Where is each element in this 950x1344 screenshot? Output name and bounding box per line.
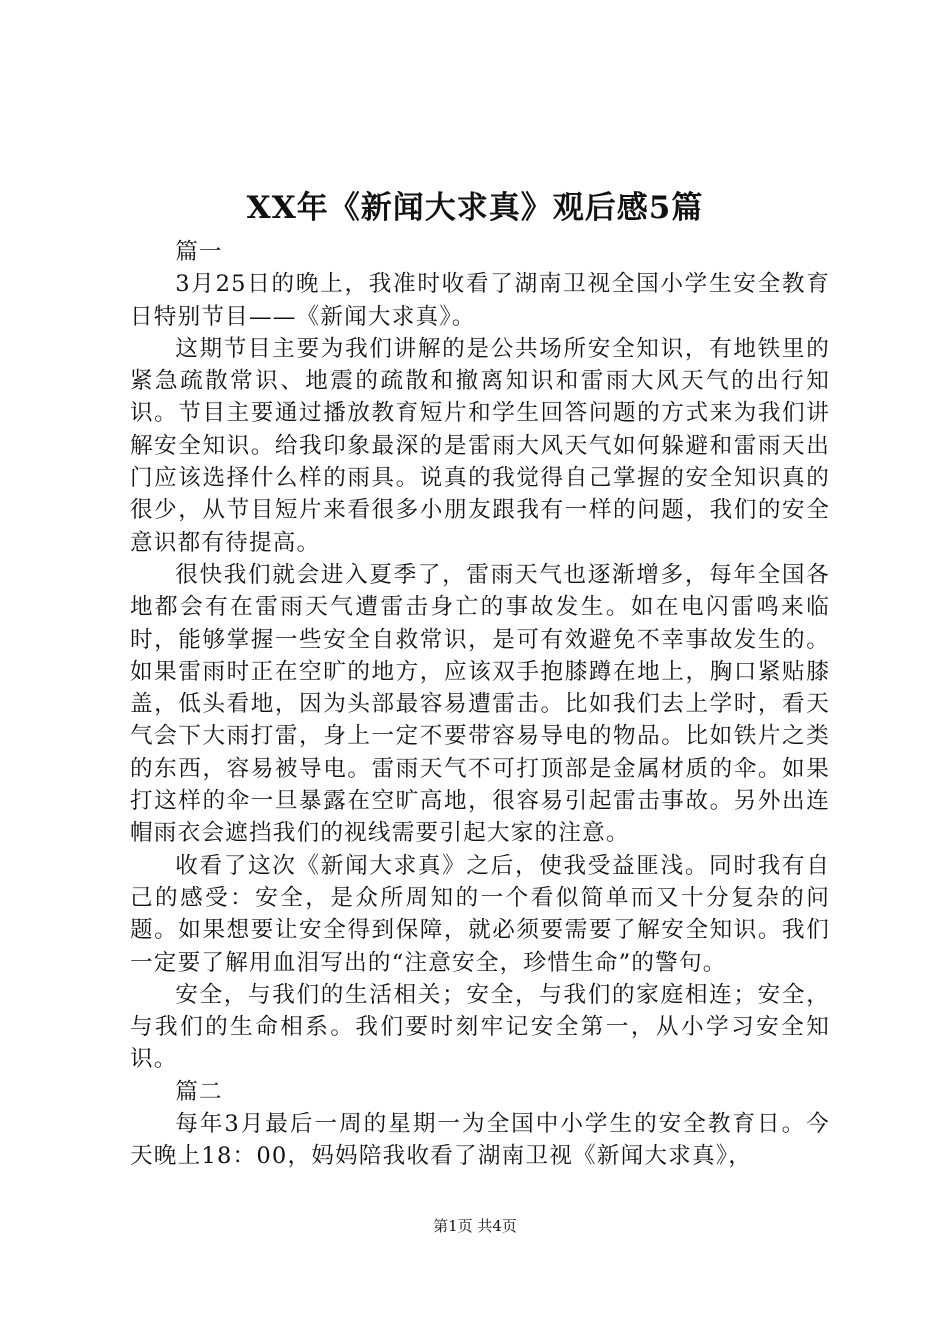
paragraph: 安全，与我们的生活相关；安全，与我们的家庭相连；安全，与我们的生命相系。我们要时刻牢记安全第一，从小学习安全知识。 bbox=[130, 981, 830, 1073]
paragraph: 每年3月最后一周的星期一为全国中小学生的安全教育日。今天晚上18：00，妈妈陪我收看了湖南卫视《新闻大求真》， bbox=[130, 1111, 830, 1170]
paragraph: 这期节目主要为我们讲解的是公共场所安全知识，有地铁里的紧急疏散常识、地震的疏散和撤离知识和雷雨大风天气的出行知识。节目主要通过播放教育短片和学生回答问题的方式来为我们讲解安全知识。给我印象最深的是雷雨大风天气如何躲避和雷雨天出门应该选择什么样的雨具。说真的我觉得自己掌握的安全知识真的很少，从节目短片来看很多小朋友跟我有一样的问题，我们的安全意识都有待提高。 bbox=[130, 335, 830, 556]
section-heading-2: 篇二 bbox=[175, 1078, 223, 1105]
document-body bbox=[130, 236, 830, 1173]
paragraph: 很快我们就会进入夏季了，雷雨天气也逐渐增多，每年全国各地都会有在雷雨天气遭雷击身亡的事故发生。如在电闪雷鸣来临时，能够掌握一些安全自救常识，是可有效避免不幸事故发生的。如果雷雨时正在空旷的地方，应该双手抱膝蹲在地上，胸口紧贴膝盖，低头看地，因为头部最容易遭雷击。比如我们去上学时，看天气会下大雨打雷，身上一定不要带容易导电的物品。比如铁片之类的东西，容易被导电。雷雨天气不可打顶部是金属材质的伞。如果打这样的伞一旦暴露在空旷高地，很容易引起雷击事故。另外出连帽雨衣会遮挡我们的视线需要引起大家的注意。 bbox=[130, 561, 830, 847]
document-title: XX年《新闻大求真》观后感5篇 bbox=[246, 190, 704, 226]
page-number-footer: 第1页 共4页 bbox=[433, 1217, 517, 1235]
section-heading-1: 篇一 bbox=[175, 239, 223, 265]
paragraph: 收看了这次《新闻大求真》之后，使我受益匪浅。同时我有自己的感受：安全，是众所周知的一个看似简单而又十分复杂的问题。如果想要让安全得到保障，就必须要需要了解安全知识。我们一定要了解用血泪写出的“注意安全，珍惜生命”的警句。 bbox=[130, 852, 830, 976]
paragraph: 3月25日的晚上，我准时收看了湖南卫视全国小学生安全教育日特别节目——《新闻大求真》。 bbox=[130, 271, 830, 330]
